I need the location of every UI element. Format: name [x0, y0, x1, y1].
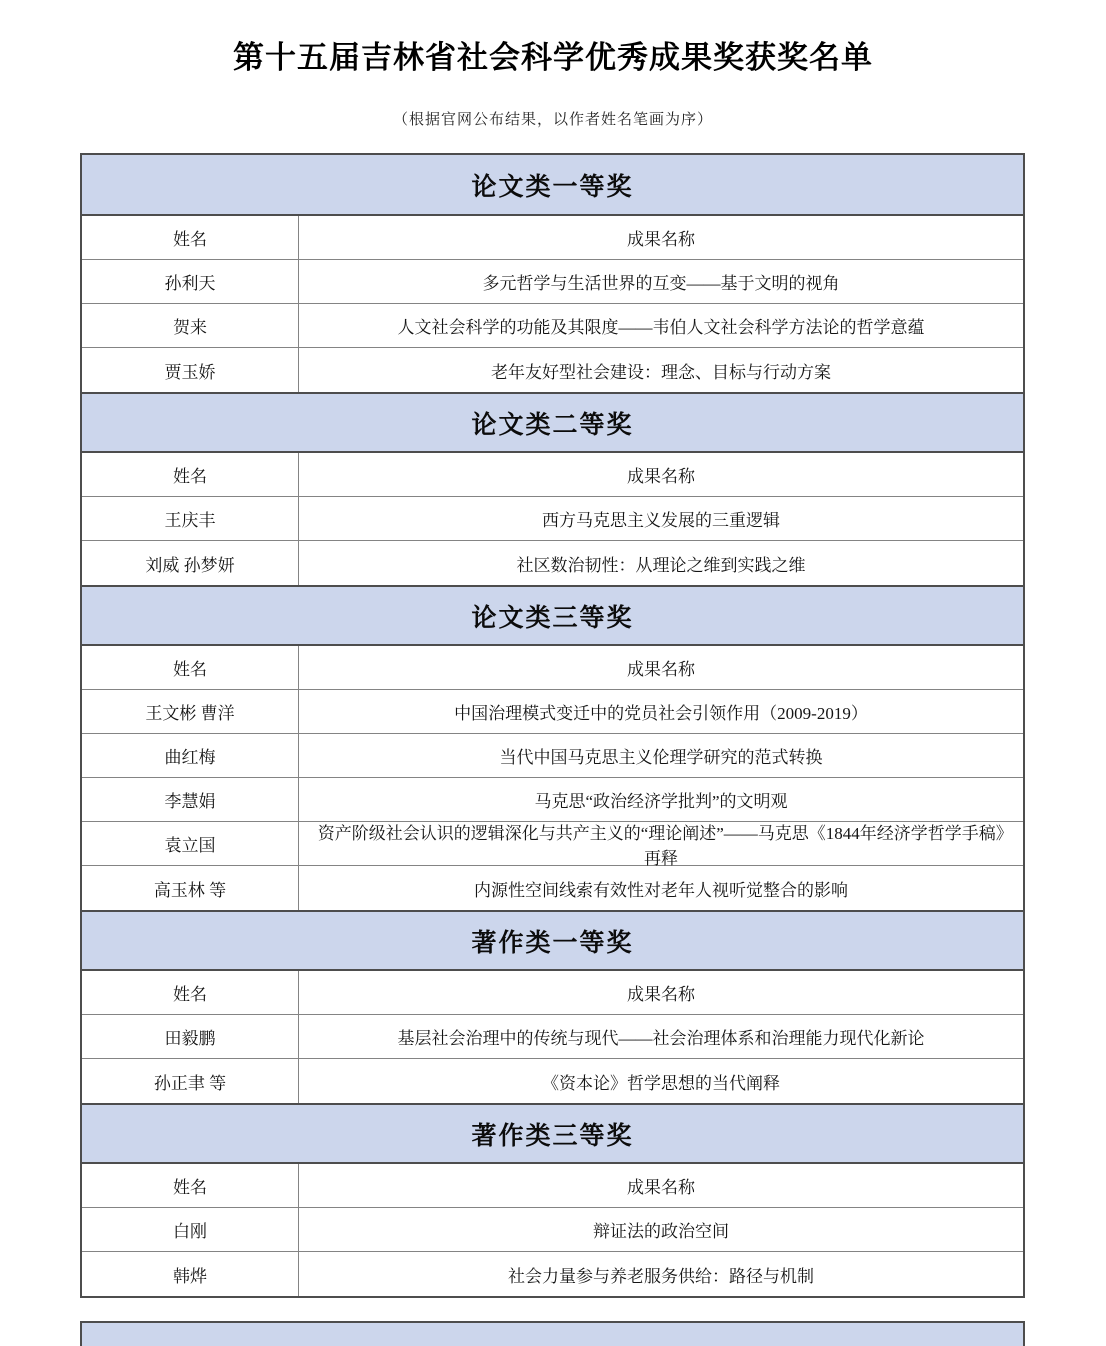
author-name-cell: 孙利天	[82, 260, 299, 303]
author-name-cell: 王文彬 曹洋	[82, 690, 299, 733]
work-title-cell: 内源性空间线索有效性对老年人视听觉整合的影响	[474, 880, 848, 900]
awards-table	[80, 153, 1025, 1298]
work-title-cell: 人文社会科学的功能及其限度——韦伯人文社会科学方法论的哲学意蕴	[397, 318, 925, 337]
table-row	[82, 734, 1023, 778]
table-row	[82, 541, 1023, 585]
table-row	[82, 822, 1023, 866]
table-row	[82, 1252, 1023, 1296]
work-title-cell: 马克思“政治经济学批判”的文明观	[534, 792, 788, 811]
next-section-header-partial	[80, 1321, 1025, 1346]
table-row	[82, 304, 1023, 348]
column-header-row	[82, 646, 1023, 690]
work-title-cell: 《资本论》哲学思想的当代阐释	[542, 1073, 780, 1093]
author-name-cell: 贾玉娇	[82, 348, 299, 392]
page-title: 第十五届吉林省社会科学优秀成果奖获奖名单	[233, 40, 873, 75]
section-header: 著作类三等奖	[82, 1103, 1023, 1164]
section-header: 著作类一等奖	[82, 910, 1023, 971]
column-header-row	[82, 971, 1023, 1015]
work-title-cell: 社会力量参与养老服务供给：路径与机制	[508, 1266, 814, 1286]
section-rows	[82, 1164, 1023, 1296]
section-paper-first-prize	[82, 155, 1023, 392]
section-paper-second-prize	[82, 392, 1023, 585]
work-title-cell: 当代中国马克思主义伦理学研究的范式转换	[499, 748, 823, 767]
author-name-cell: 袁立国	[82, 822, 299, 865]
author-name-cell: 高玉林 等	[82, 866, 299, 910]
column-header-work: 成果名称	[627, 660, 695, 679]
column-header-row	[82, 453, 1023, 497]
work-title-cell: 中国治理模式变迁中的党员社会引领作用（2009-2019）	[454, 704, 868, 723]
work-title-cell: 基层社会治理中的传统与现代——社会治理体系和治理能力现代化新论	[397, 1029, 925, 1048]
table-row	[82, 260, 1023, 304]
work-title-cell: 老年友好型社会建设：理念、目标与行动方案	[491, 362, 831, 382]
author-name-cell: 刘威 孙梦妍	[82, 541, 299, 585]
column-header-name: 姓名	[82, 1164, 299, 1207]
section-header: 论文类三等奖	[82, 585, 1023, 646]
table-row	[82, 1015, 1023, 1059]
author-name-cell: 曲红梅	[82, 734, 299, 777]
column-header-work: 成果名称	[627, 1178, 695, 1197]
table-row	[82, 497, 1023, 541]
page-subtitle: （根据官网公布结果，以作者姓名笔画为序）	[392, 112, 713, 128]
section-header: 论文类二等奖	[82, 392, 1023, 453]
table-row	[82, 866, 1023, 910]
author-name-cell: 田毅鹏	[82, 1015, 299, 1058]
document-page	[0, 38, 1106, 1346]
section-book-third-prize	[82, 1103, 1023, 1296]
column-header-row	[82, 1164, 1023, 1208]
table-row	[82, 1059, 1023, 1103]
table-row	[82, 690, 1023, 734]
table-row	[82, 778, 1023, 822]
column-header-work: 成果名称	[627, 230, 695, 249]
column-header-name: 姓名	[82, 971, 299, 1014]
work-title-cell: 西方马克思主义发展的三重逻辑	[542, 511, 780, 530]
section-header: 论文类一等奖	[82, 155, 1023, 216]
column-header-name: 姓名	[82, 646, 299, 689]
author-name-cell: 王庆丰	[82, 497, 299, 540]
table-row	[82, 1208, 1023, 1252]
column-header-row	[82, 216, 1023, 260]
section-rows	[82, 453, 1023, 585]
author-name-cell: 贺来	[82, 304, 299, 347]
section-paper-third-prize	[82, 585, 1023, 910]
column-header-name: 姓名	[82, 216, 299, 259]
work-title-cell: 资产阶级社会认识的逻辑深化与共产主义的“理论阐述”——马克思《1844年经济学哲学手稿》再释	[317, 823, 1005, 868]
section-rows	[82, 646, 1023, 910]
author-name-cell: 白刚	[82, 1208, 299, 1251]
section-rows	[82, 971, 1023, 1103]
column-header-work: 成果名称	[627, 467, 695, 486]
author-name-cell: 李慧娟	[82, 778, 299, 821]
table-row	[82, 348, 1023, 392]
section-rows	[82, 216, 1023, 392]
author-name-cell: 孙正聿 等	[82, 1059, 299, 1103]
author-name-cell: 韩烨	[82, 1252, 299, 1296]
section-book-first-prize	[82, 910, 1023, 1103]
work-title-cell: 社区数治韧性：从理论之维到实践之维	[516, 555, 806, 575]
column-header-name: 姓名	[82, 453, 299, 496]
work-title-cell: 辩证法的政治空间	[593, 1222, 729, 1241]
work-title-cell: 多元哲学与生活世界的互变——基于文明的视角	[482, 274, 840, 293]
column-header-work: 成果名称	[627, 985, 695, 1004]
